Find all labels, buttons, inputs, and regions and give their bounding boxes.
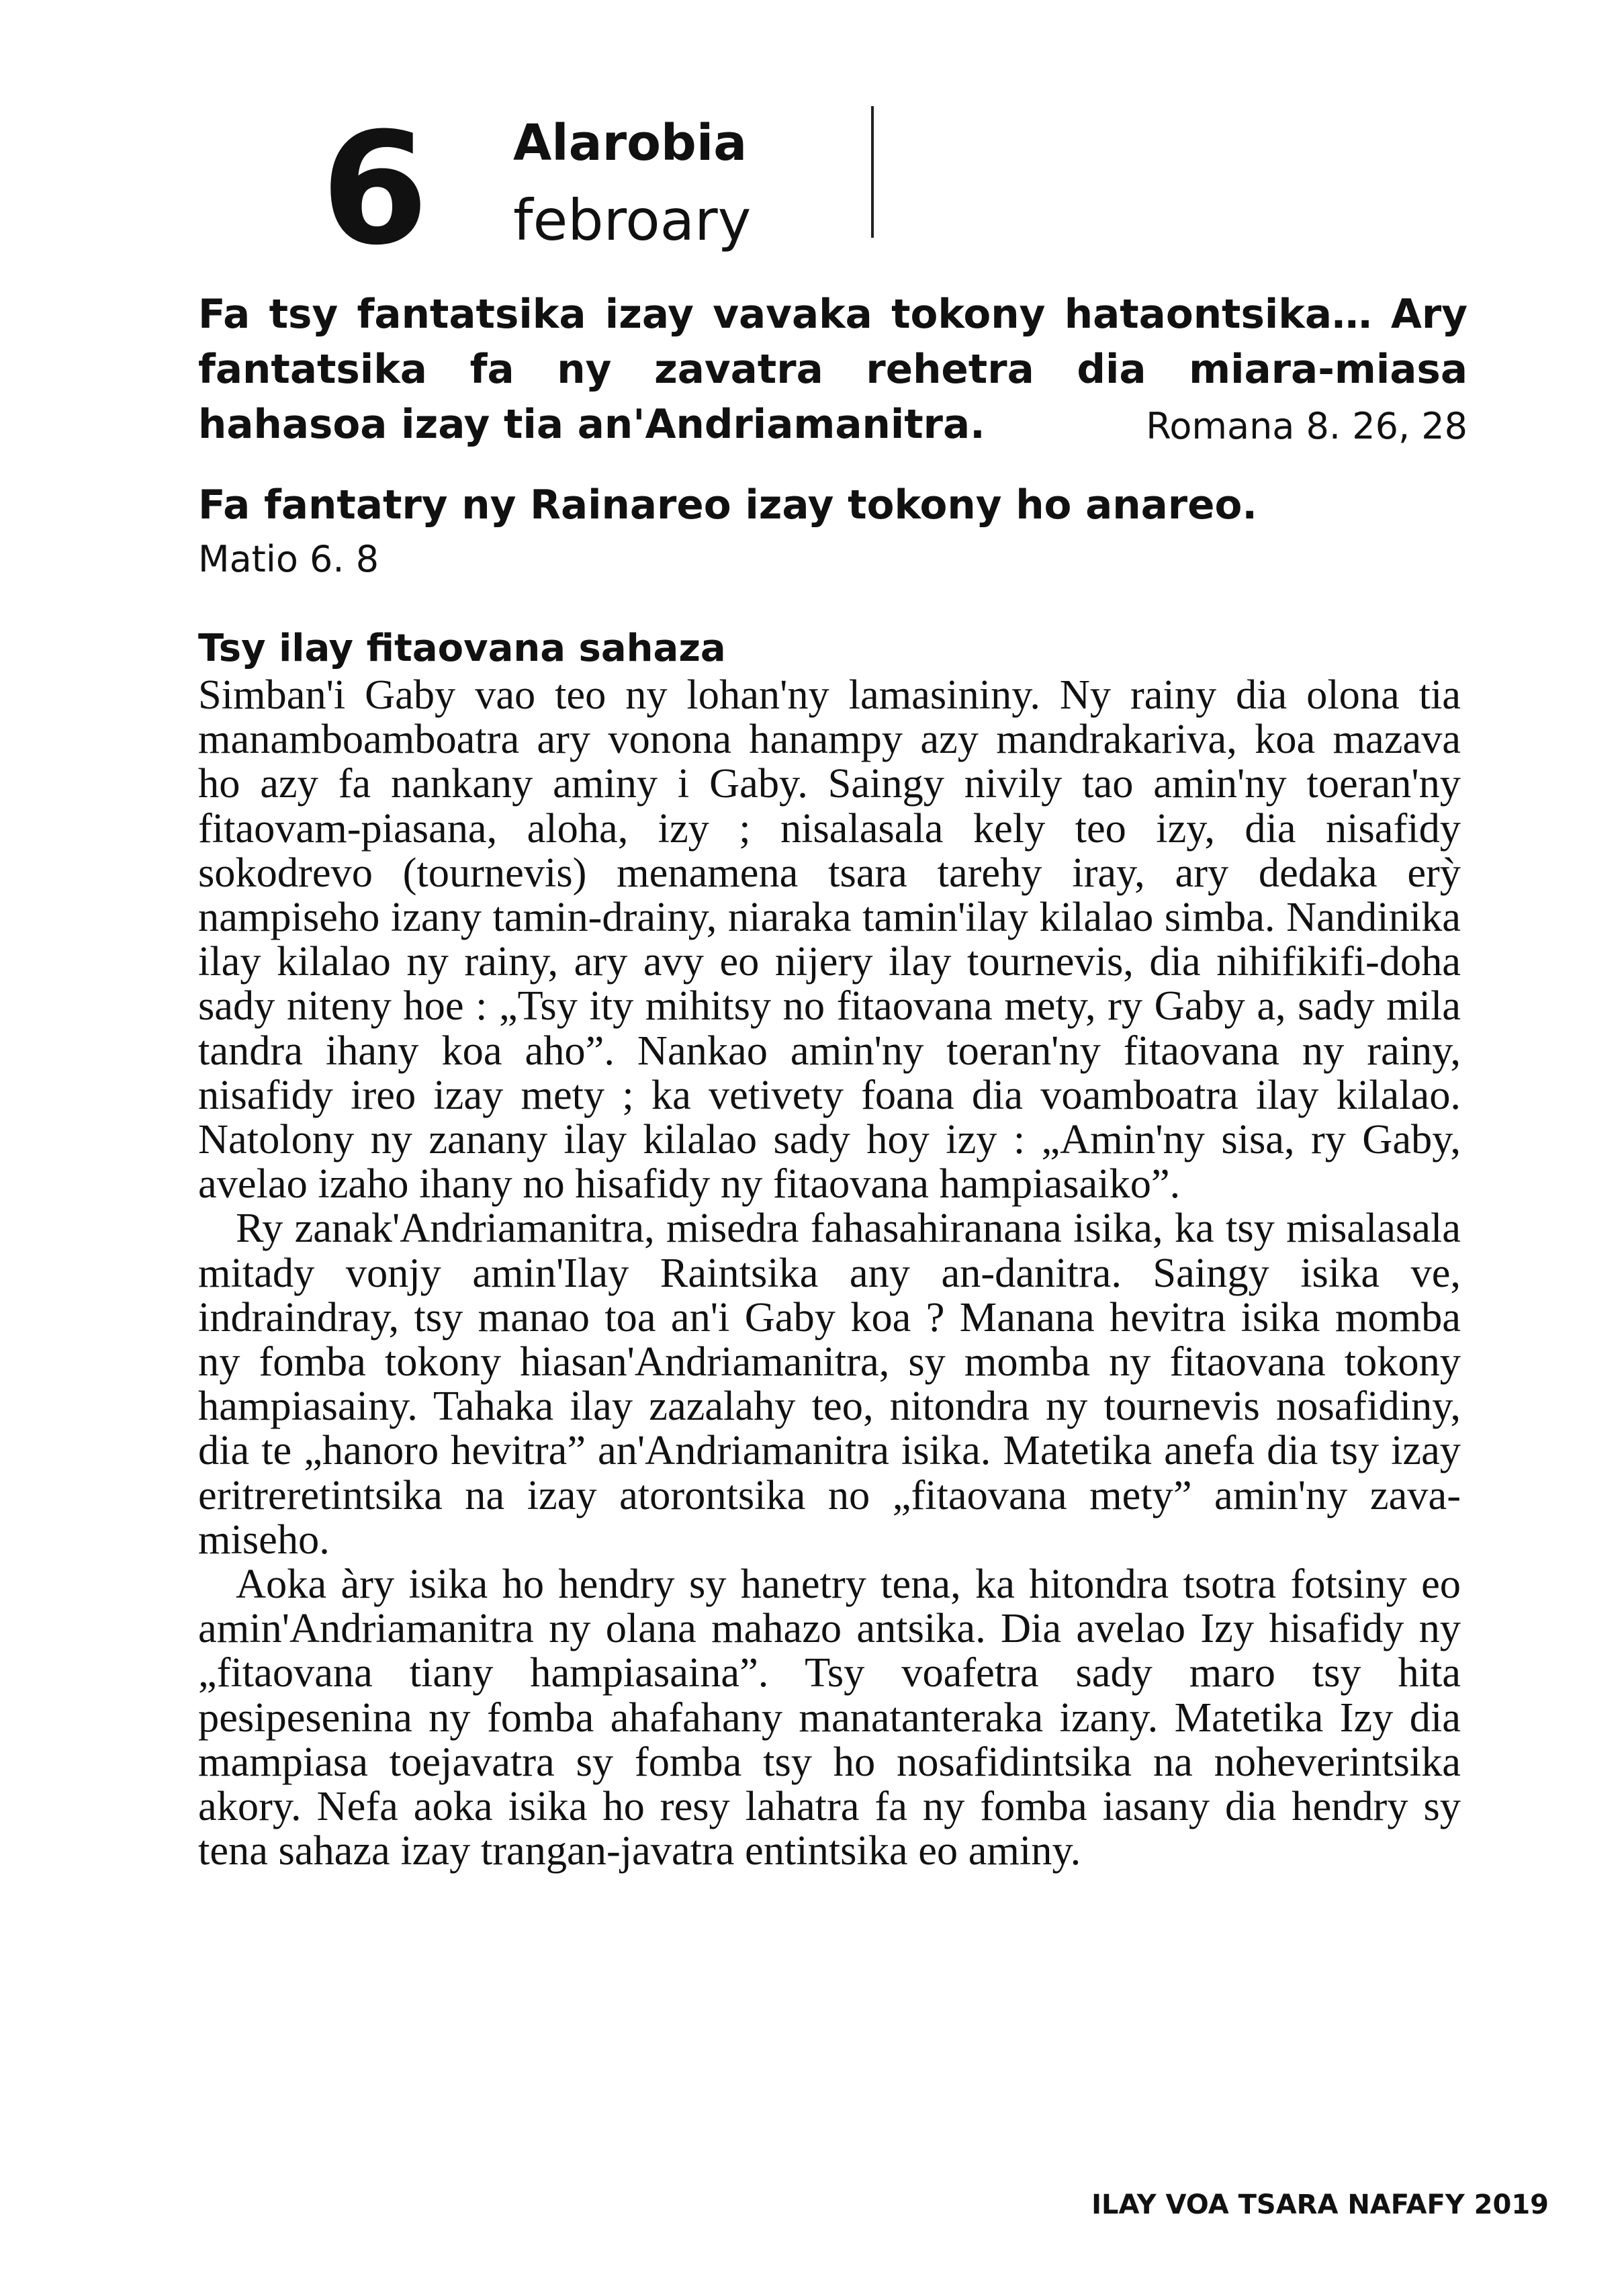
verse-romans-reference: Romana 8. 26, 28: [1146, 405, 1468, 447]
devotion-paragraph: Ry zanak'Andriamanitra, misedra fahasahiranana isika, ka tsy misalasala mitady vonjy amin'Ilay Raintsika any an-danitra. Saingy isika ve, indraindray, tsy manao toa an'i Gaby koa ? Manana hevitra isika momba ny fomba tokony hiasan'Andriamanitra, sy momba ny fitaovana tokony hampiasainy. Tahaka ilay zazalahy teo, nitondra ny tournevis nosafidiny, dia te „hanoro hevitra” an'Andriamanitra isika. Matetika anefa dia tsy izay eritreretintsika na izay atorontsika no „fitaovana mety” amin'ny zava-miseho.: [198, 1205, 1461, 1563]
verse-romans-text: Fa tsy fantatsika izay vavaka tokony hataontsika… Ary fantatsika fa ny zavatra rehetra dia miara-miasa hahasoa izay tia an'Andriamanitra.: [198, 291, 1468, 448]
devotion-paragraph: Aoka àry isika ho hendry sy hanetry tena, ka hitondra tsotra fotsiny eo amin'Andriamanitra ny olana mahazo antsika. Dia avelao Izy hisafidy ny „fitaovana tiany hampiasaina”. Tsy voafetra sady maro tsy hita pesipesenina ny fomba ahafahany manatanteraka izany. Matetika Izy dia mampiasa toejavatra sy fomba tsy ho nosafidintsika na noheverintsika akory. Nefa aoka isika ho resy lahatra fa ny fomba iasany dia hendry sy tena sahaza izay trangan-javatra entintsika eo aminy.: [198, 1561, 1461, 1874]
month: febroary: [513, 187, 752, 253]
header-divider: [871, 106, 874, 238]
weekday: Alarobia: [513, 114, 748, 172]
verse-matthew-text: Fa fantatry ny Rainareo izay tokony ho anareo.: [198, 482, 1257, 529]
verse-matthew-reference: Matio 6. 8: [198, 538, 379, 580]
devotion-paragraph: Simban'i Gaby vao teo ny lohan'ny lamasininy. Ny rainy dia olona tia manamboamboatra ary vonona hanampy azy mandrakariva, koa mazava ho azy fa nankany aminy i Gaby. Saingy nivily tao amin'ny toeran'ny fitaovam-piasana, aloha, izy ; nisalasala kely teo izy, dia nisafidy sokodrevo (tournevis) menamena tsara tarehy iray, ary dedaka erỳ nampiseho izany tamin-drainy, niaraka tamin'ilay kilalao simba. Nandinika ilay kilalao ny rainy, ary avy eo nijery ilay tournevis, dia nihifikifi-doha sady niteny hoe : „Tsy ity mihitsy no fitaovana mety, ry Gaby a, sady mila tandra ihany koa aho”. Nankao amin'ny toeran'ny fitaovana ny rainy, nisafidy ireo izay mety ; ka vetivety foana dia voamboatra ilay kilalao. Natolony ny zanany ilay kilalao sady hoy izy : „Amin'ny sisa, ry Gaby, avelao izaho ihany no hisafidy ny fitaovana hampiasaiko”.: [198, 672, 1461, 1208]
footer-publication: ILAY VOA TSARA NAFAFY 2019: [1091, 2189, 1549, 2220]
devotion-title: Tsy ilay fitaovana sahaza: [198, 627, 726, 670]
devotion-body: [198, 673, 1461, 1873]
verse-romans: [198, 287, 1468, 454]
day-number: 6: [321, 100, 426, 279]
verse-matthew: [198, 478, 1468, 533]
